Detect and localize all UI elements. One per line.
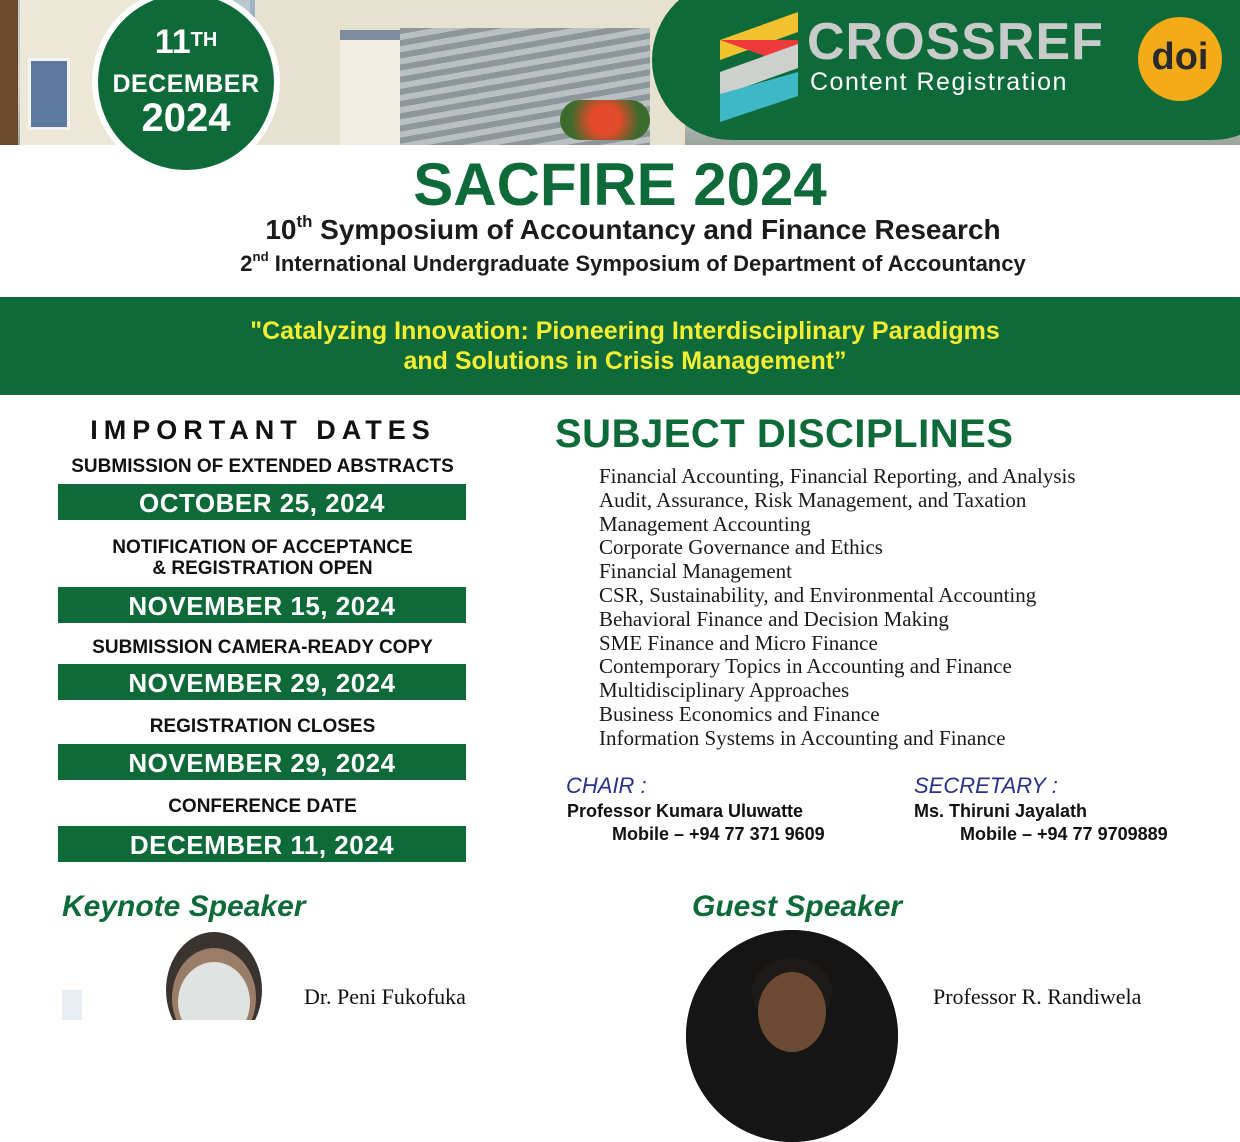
secretary-role: SECRETARY : [914,773,1058,798]
list-item: Audit, Assurance, Risk Management, and Taxation [599,487,1027,512]
list-item: Financial Management [599,559,793,584]
keynote-speaker-name: Dr. Peni Fukofuka [304,984,466,1009]
subject-disciplines-list [599,465,1076,751]
list-item: SME Finance and Micro Finance [599,630,878,655]
keynote-speaker-heading: Keynote Speaker [62,890,306,923]
secretary-mobile: Mobile – +94 77 9709889 [960,824,1168,844]
date-label-conference: CONFERENCE DATE [168,796,357,817]
crossref-logo-icon [720,10,802,124]
date-value-registration-closes: NOVEMBER 29, 2024 [58,744,466,780]
date-label-acceptance: NOTIFICATION OF ACCEPTANCE & REGISTRATION OPEN [112,537,413,579]
list-item: Financial Accounting, Financial Reporting, and Analysis [599,464,1076,488]
theme-line-1: "Catalyzing Innovation: Pioneering Interdisciplinary Paradigms [250,317,1000,345]
theme-text [0,316,1240,376]
chair-name: Professor Kumara Uluwatte [567,801,804,821]
date-month: DECEMBER [112,70,260,98]
date-value-conference: DECEMBER 11, 2024 [58,826,466,862]
list-item: Contemporary Topics in Accounting and Finance [599,654,1012,679]
list-item: Corporate Governance and Ethics [599,535,883,560]
important-dates-heading: IMPORTANT DATES [90,415,436,445]
list-item: Behavioral Finance and Decision Making [599,606,949,631]
list-item: Information Systems in Accounting and Finance [599,725,1006,750]
crossref-title: CROSSREF [807,13,1104,71]
chair-role: CHAIR : [566,773,647,798]
date-value-camera-ready: NOVEMBER 29, 2024 [58,664,466,700]
list-item: Multidisciplinary Approaches [599,678,850,703]
guest-speaker-name: Professor R. Randiwela [933,984,1142,1009]
crossref-subtitle: Content Registration [810,68,1068,96]
chair-mobile: Mobile – +94 77 371 9609 [612,824,825,844]
flower-bed [560,100,650,140]
date-value-abstracts: OCTOBER 25, 2024 [58,484,466,520]
date-label-registration-closes: REGISTRATION CLOSES [149,716,376,737]
subject-disciplines-heading: SUBJECT DISCIPLINES [555,412,1014,456]
secretary-name: Ms. Thiruni Jayalath [914,801,1088,821]
symposium-subtitle-2: 2nd International Undergraduate Symposium of Department of Accountancy [240,249,1026,276]
guest-speaker-photo [686,930,898,1142]
list-item: CSR, Sustainability, and Environmental Accounting [599,582,1037,607]
date-label-abstracts: SUBMISSION OF EXTENDED ABSTRACTS [71,456,454,477]
conference-title: SACFIRE 2024 [413,151,827,218]
guest-speaker-heading: Guest Speaker [692,890,903,923]
list-item: Business Economics and Finance [599,701,880,726]
symposium-subtitle-1: 10th Symposium of Accountancy and Finance Research [265,212,1001,245]
date-label-camera-ready: SUBMISSION CAMERA-READY COPY [92,637,433,658]
keynote-speaker-photo [62,930,282,1020]
date-year: 2024 [141,96,231,140]
doi-badge: doi [1138,17,1222,101]
building-window [28,58,70,130]
building-pillar [340,30,402,145]
tree-trunk [0,0,18,145]
guest-speaker-portrait [686,930,898,1142]
date-day: 11TH [154,23,218,61]
list-item: Management Accounting [599,511,811,536]
date-value-acceptance: NOVEMBER 15, 2024 [58,587,466,623]
theme-line-2: and Solutions in Crisis Management” [403,347,847,375]
